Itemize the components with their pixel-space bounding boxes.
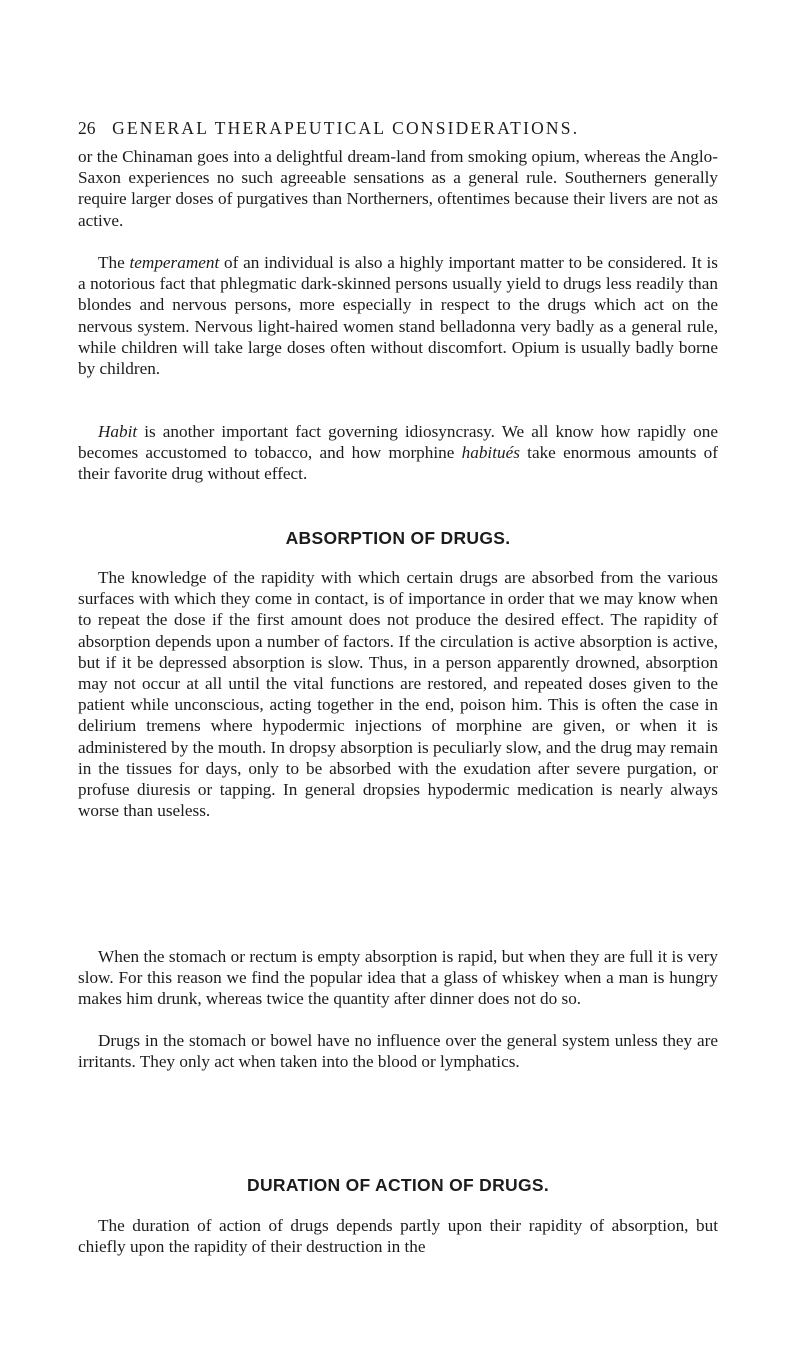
paragraph-absorption-1: The knowledge of the rapidity with which certain drugs are absorbed from the various surfaces with which they come in contact, is of importance in order that we may know when to repeat the dose if the first amount does not produce the desired effect. The rapidity of absorption depends upon a number of factors. If the circulation is active absorption is active, but if it be depressed absorption is slow. Thus, in a person apparently drowned, absorption may not occur at all until the vital functions are restored, and repeated doses given to the patient while unconscious, acting together in the end, poison him. This is often the case in delirium tremens where hypodermic injections of morphine are given, or when it is administered by the mouth. In dropsy absorption is peculiarly slow, and the drug may remain in the tissues for days, only to be absorbed with the exudation after severe purgation, or profuse diuresis or tapping. In general dropsies hypodermic medication is nearly always worse than useless. xyxy=(78,568,718,821)
page-number: 26 xyxy=(78,118,96,138)
text: take enormous amounts of their favorite drug without effect. xyxy=(78,443,718,484)
paragraph-duration-1: The duration of action of drugs depends partly upon their rapidity of absorption, but chiefly upon the rapidity of their destruction in the xyxy=(78,1216,718,1257)
paragraph-continued: or the Chinaman goes into a delightful dream-land from smoking opium, whereas the Anglo-Saxon experiences no such agreeable sensations as a general rule. Southerners generally require larger doses of purgatives than Northerners, oftentimes because their livers are not as active. xyxy=(78,147,718,230)
section-heading-duration: DURATION OF ACTION OF DRUGS. xyxy=(247,1175,549,1195)
emphasis-temperament: temperament xyxy=(129,253,220,272)
paragraph-temperament xyxy=(78,252,718,379)
paragraph-habit xyxy=(78,421,718,485)
running-header xyxy=(78,118,718,139)
text: The xyxy=(98,253,130,272)
text: is another important fact governing idiosyncrasy. We all know how rapidly one becomes accustomed to tobacco, and how morphine xyxy=(78,422,718,463)
paragraph-absorption-2: When the stomach or rectum is empty absorption is rapid, but when they are full it is very slow. For this reason we find the popular idea that a glass of whiskey when a man is hungry makes him drunk, whereas twice the quantity after dinner does not do so. xyxy=(78,947,718,1009)
text: of an individual is also a highly important matter to be considered. It is a notorious fact that phlegmatic dark-skinned persons usually yield to drugs less readily than blondes and nervous persons, more especially in respect to the drugs which act on the nervous system. Nervous light-haired women stand belladonna very badly as a general rule, while children will take large doses often without discomfort. Opium is usually badly borne by children. xyxy=(78,253,718,379)
running-title: GENERAL THERAPEUTICAL CONSIDERATIONS. xyxy=(112,118,580,138)
emphasis-habitues: habitués xyxy=(461,443,520,463)
paragraph-absorption-3: Drugs in the stomach or bowel have no influence over the general system unless they are irritants. They only act when taken into the blood or lymphatics. xyxy=(78,1031,718,1072)
emphasis-habit: Habit xyxy=(98,422,138,441)
section-heading-absorption: ABSORPTION OF DRUGS. xyxy=(285,528,511,548)
